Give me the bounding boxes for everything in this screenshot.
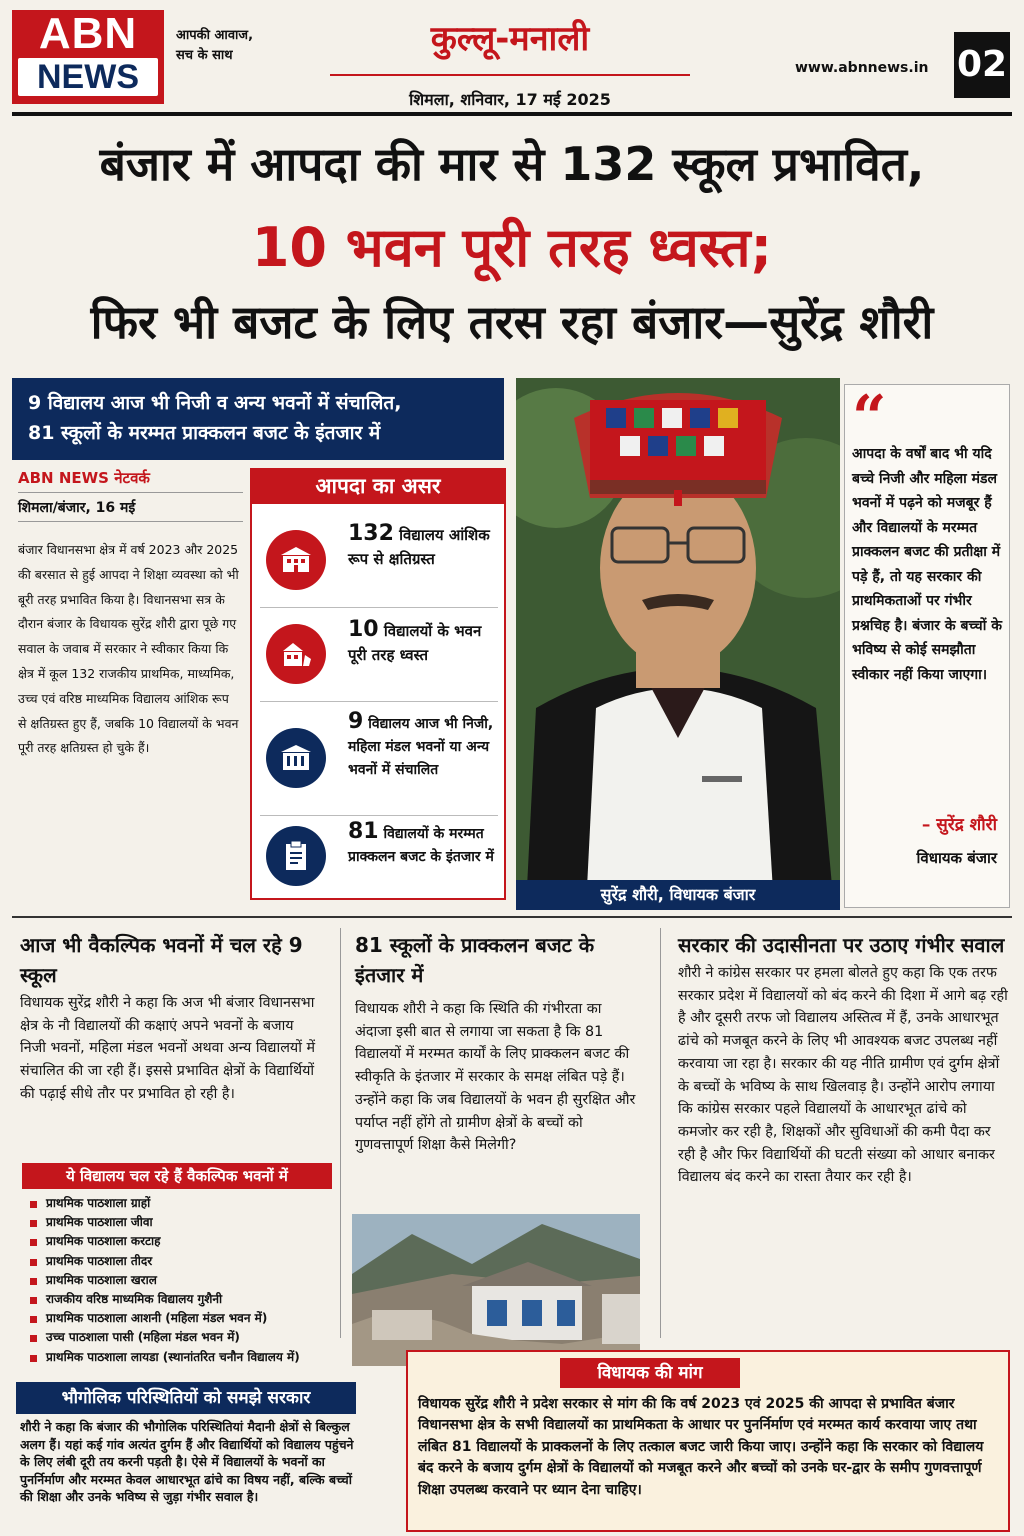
tagline-line1: आपकी आवाज, xyxy=(176,28,254,43)
impact-item-1 xyxy=(260,516,498,608)
subheadline-box xyxy=(12,378,504,460)
edition-title: कुल्लू-मनाली xyxy=(430,19,590,59)
impact-text-3 xyxy=(348,710,498,782)
school-icon xyxy=(266,530,326,590)
impact-text-1 xyxy=(348,522,498,571)
column-1 xyxy=(20,930,320,1106)
geo-title: भौगोलिक परिस्थितियों को समझे सरकार xyxy=(16,1382,356,1414)
column-3 xyxy=(678,930,1010,1189)
column-3-body: शौरी ने कांग्रेस सरकार पर हमला बोलते हुए कहा कि एक तरफ सरकार प्रदेश में विद्यालयों को बंद करने की दिशा में आगे बढ़ रही है और दूसरी तरफ जो विद्यालय अस्तित्व में हैं, उनके आधारभूत ढांचे को मजबूत करने के लिए भी आवश्यक बजट उपलब्ध नहीं करवाया जा रहा है। सरकार की यह नीति ग्रामीण एवं दुर्गम क्षेत्रों के बच्चों के भविष्य के साथ खिलवाड़ है। उन्होंने आरोप लगाया कि कांग्रेस सरकार पहले विद्यालयों के आधारभूत ढांचे को कमजोर कर रही है, शिक्षकों और सुविधाओं की कमी पैदा कर रही है और फिर विद्यार्थियों की घटती संख्या को आधार बनाकर विद्यालय बंद करने का रास्ता तैयार कर रही है। xyxy=(678,965,1008,1186)
list-item: प्राथमिक पाठशाला आशनी (महिला मंडल भवन में) xyxy=(28,1309,340,1328)
column-1-title: आज भी वैकल्पिक भवनों में चल रहे 9 स्कूल xyxy=(20,933,303,987)
impact-desc-1: विद्यालय आंशिक रूप से क्षतिग्रस्त xyxy=(348,526,490,568)
column-2-body: विधायक शौरी ने कहा कि स्थिति की गंभीरता का अंदाजा इसी बात से लगाया जा सकता है कि 81 विद्यालयों में मरम्मत कार्यों के लिए प्राक्कलन बजट की स्वीकृति के इंतजार में सरकार के समक्ष लंबित पड़े हैं। उन्होंने कहा कि जब विद्यालयों के भवन ही सुरक्षित और पर्याप्त नहीं होंगे तो ग्रामीण क्षेत्रों के बच्चों को गुणवत्तापूर्ण शिक्षा कैसे मिलेगी? xyxy=(355,1001,636,1154)
masthead-rule xyxy=(12,112,1012,116)
impact-item-4 xyxy=(260,818,498,898)
quote-text: आपदा के वर्षों बाद भी यदि बच्चे निजी और महिला मंडल भवनों में पढ़ने को मजबूर हैं और विद्यालयों के मरम्मत प्राक्कलन बजट की प्रतीक्षा में पड़े हैं, तो यह सरकार की प्राथमिकताओं पर गंभीर प्रश्नचिह है। बंजार के बच्चों के भविष्य से कोई समझौता स्वीकार नहीं किया जाएगा। xyxy=(852,446,1002,683)
quote-role: विधायक बंजार xyxy=(916,849,997,867)
building-icon xyxy=(266,728,326,788)
column-2 xyxy=(355,930,640,1157)
quote-author: – सुरेंद्र शौरी xyxy=(921,815,997,835)
photo-caption: सुरेंद्र शौरी, विधायक बंजार xyxy=(516,880,840,910)
impact-item-3 xyxy=(260,704,498,816)
impact-num-1: 132 xyxy=(348,521,394,546)
collapsed-building-icon xyxy=(266,624,326,684)
intro-paragraph: बंजार विधानसभा क्षेत्र में वर्ष 2023 और 2025 की बरसात से हुई आपदा ने शिक्षा व्यवस्था को भी बूरी तरह प्रभावित किया है। विधानसभा सत्र के दौरान बंजार के विधायक सुरेंद्र शौरी द्वारा पूछे गए सवाल के जवाब में सरकार ने स्वीकार किया कि क्षेत्र में कूल 132 राजकीय प्राथमिक, माध्यमिक, उच्च एवं वरिष्ठ माध्यमिक विद्यालय आंशिक रूप से क्षतिग्रस्त हुए हैं, जबकि 10 विद्यालयों के भवन पूरी तरह क्षतिग्रस्त हो चुके हैं। xyxy=(18,542,239,756)
impact-item-2 xyxy=(260,610,498,702)
geo-body: शौरी ने कहा कि बंजार की भौगोलिक परिस्थितियां मैदानी क्षेत्रों से बिल्कुल अलग हैं। यहां कई गांव अत्यंत दुर्गम हैं और विद्यार्थियों को विद्यालय पहुंचने के लिए लंबी दूरी तय करनी पड़ती है। ऐसे में विद्यालयों के भवनों का पुनर्निर्माण और मरम्मत केवल आधारभूत ढांचे का विषय नहीं, बल्कि बच्चों की शिक्षा और उनके भविष्य से जुड़ा गंभीर सवाल है। xyxy=(20,1419,354,1504)
impact-desc-3: विद्यालय आज भी निजी, महिला मंडल भवनों या अन्य भवनों में संचालित xyxy=(348,716,494,778)
subheadline-line2: 81 स्कूलों के मरम्मत प्राक्कलन बजट के इंतजार में xyxy=(28,422,381,444)
impact-desc-2: विद्यालयों के भवन पूरी तरह ध्वस्त xyxy=(348,622,482,664)
headline-line2: 10 भवन पूरी तरह ध्वस्त; xyxy=(251,216,773,279)
list-item: प्राथमिक पाठशाला तीदर xyxy=(28,1252,340,1271)
list-item: प्राथमिक पाठशाला करटाह xyxy=(28,1232,340,1251)
list-item: राजकीय वरिष्ठ माध्यमिक विद्यालय गुशैनी xyxy=(28,1290,340,1309)
abn-news-logo[interactable] xyxy=(12,10,164,104)
column-divider-1 xyxy=(340,928,341,1338)
logo-line2: NEWS xyxy=(18,58,158,96)
damaged-school-photo[interactable] xyxy=(352,1214,640,1366)
section-divider xyxy=(12,916,1012,918)
edition-divider xyxy=(330,74,690,76)
logo-line1: ABN xyxy=(38,9,138,58)
list-item: प्राथमिक पाठशाला लायडा (स्थानांतरित चनौन विद्यालय में) xyxy=(28,1348,340,1367)
quote-mark-icon: “ xyxy=(852,383,887,453)
column-2-title: 81 स्कूलों के प्राक्कलन बजट के इंतजार में xyxy=(355,933,595,987)
mla-photo[interactable] xyxy=(516,378,840,908)
impact-text-4 xyxy=(348,820,498,869)
byline-place-date: शिमला/बंजार, 16 मई xyxy=(18,493,243,522)
demand-body: विधायक सुरेंद्र शौरी ने प्रदेश सरकार से मांग की कि वर्ष 2023 एवं 2025 की आपदा से प्रभावित बंजार विधानसभा क्षेत्र के सभी विद्यालयों का प्राथमिकता के आधार पर पुनर्निर्माण एवं मरम्मत कार्य करवाया जाए तथा लंबित 81 विद्यालयों के प्राक्कलनों के लिए तत्काल बजट जारी किया जाए। उन्होंने कहा कि सरकार को विद्यालय बंद करने के बजाय दुर्गम क्षेत्रों के विद्यालयों को मजबूत करने और बच्चों को उनके घर-द्वार के समीप गुणवत्तापूर्ण शिक्षा उपलब्ध करवाने पर ध्यान देना चाहिए। xyxy=(418,1396,984,1498)
impact-desc-4: विद्यालयों के मरम्मत प्राक्कलन बजट के इंतजार में xyxy=(348,826,494,865)
website-link[interactable]: www.abnnews.in xyxy=(795,60,929,76)
alt-schools-list xyxy=(28,1194,340,1367)
tagline-line2: सच के साथ xyxy=(176,48,233,63)
demand-title: विधायक की मांग xyxy=(560,1358,740,1388)
impact-num-2: 10 xyxy=(348,617,379,642)
subheadline-line1: 9 विद्यालय आज भी निजी व अन्य भवनों में संचालित, xyxy=(28,392,402,414)
column-3-title: सरकार की उदासीनता पर उठाए गंभीर सवाल xyxy=(678,933,1005,957)
column-1-body: विधायक सुरेंद्र शौरी ने कहा कि अज भी बंजार विधानसभा क्षेत्र के नौ विद्यालयों की कक्षाएं अपने भवनों के बजाय निजी भवनों, महिला मंडल भवनों अथवा अन्य विद्यालयों में संचालित की जा रही हैं। इससे प्रभावित क्षेत्रों के विद्यार्थियों की पढ़ाई सीधे तौर पर प्रभावित हो रही है। xyxy=(20,995,315,1102)
column-divider-2 xyxy=(660,928,661,1338)
clipboard-icon xyxy=(266,826,326,886)
impact-num-3: 9 xyxy=(348,709,364,734)
byline-network: ABN NEWS नेटवर्क xyxy=(18,468,243,493)
impact-title: आपदा का असर xyxy=(250,468,506,504)
list-item: उच्च पाठशाला पासी (महिला मंडल भवन में) xyxy=(28,1328,340,1347)
byline xyxy=(18,468,243,522)
headline-line3: फिर भी बजट के लिए तरस रहा बंजार—सुरेंद्र शौरी xyxy=(90,295,934,349)
dateline: शिमला, शनिवार, 17 मई 2025 xyxy=(409,90,611,109)
page-number: 02 xyxy=(954,32,1010,98)
headline-line1: बंजार में आपदा की मार से 132 स्कूल प्रभावित, xyxy=(99,137,925,191)
impact-box xyxy=(250,470,506,900)
impact-num-4: 81 xyxy=(348,819,379,844)
list-item: प्राथमिक पाठशाला जीवा xyxy=(28,1213,340,1232)
impact-text-2 xyxy=(348,618,498,667)
tagline xyxy=(176,26,253,66)
alt-schools-title: ये विद्यालय चल रहे हैं वैकल्पिक भवनों में xyxy=(22,1163,332,1189)
list-item: प्राथमिक पाठशाला खराल xyxy=(28,1271,340,1290)
list-item: प्राथमिक पाठशाला ग्राहों xyxy=(28,1194,340,1213)
